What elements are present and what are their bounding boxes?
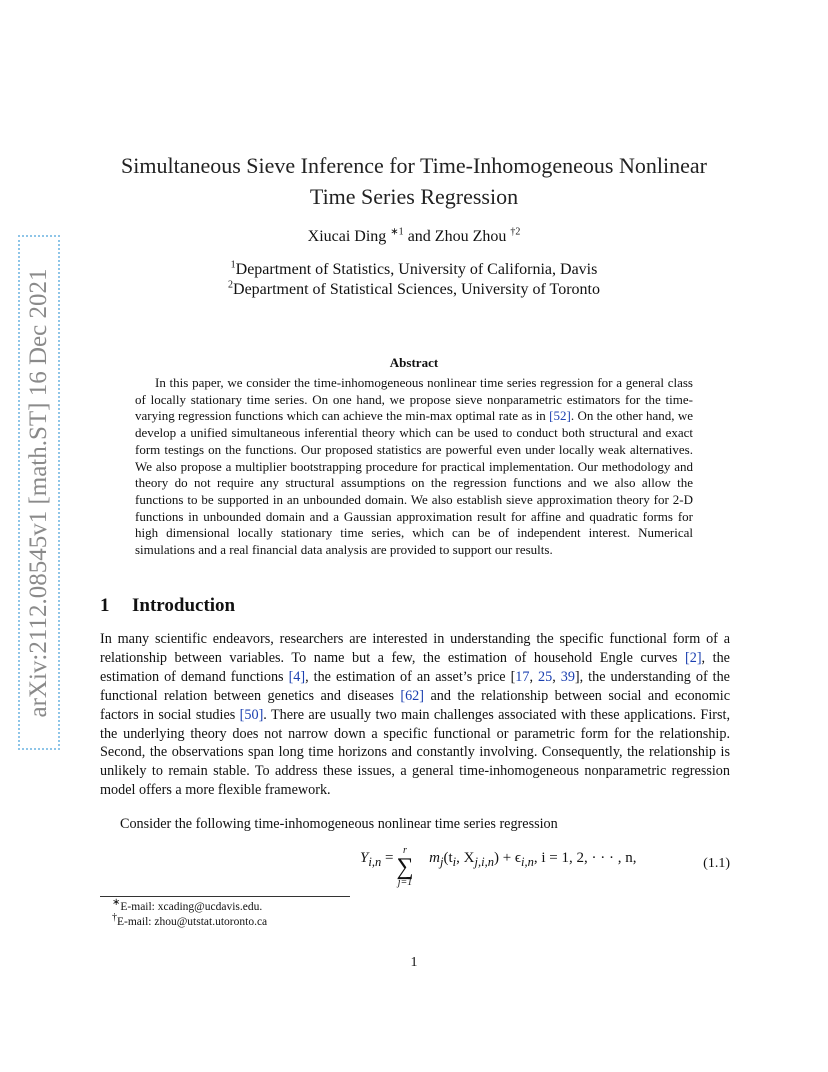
footnote-1-mark: ∗ — [112, 897, 121, 909]
summation-symbol — [390, 846, 420, 888]
eq-lhs: Y — [360, 850, 369, 866]
citation-link[interactable]: [50] — [239, 706, 264, 723]
intro-text-3: , the estimation of an asset’s price [ — [305, 668, 516, 685]
citation-link[interactable]: [52] — [549, 408, 571, 424]
sum-upper-limit: r — [403, 845, 407, 856]
abstract-text — [135, 375, 693, 559]
arxiv-stamp[interactable] — [18, 235, 60, 750]
footnote-divider — [100, 896, 350, 897]
eq-tail: , i = 1, 2, · · · , n, — [533, 850, 637, 866]
citation-link[interactable]: [62] — [400, 687, 424, 704]
footnote-1 — [112, 897, 263, 913]
citation-link[interactable]: [4] — [288, 668, 306, 685]
eq-term: m — [429, 850, 441, 866]
eq-equals: = — [381, 850, 398, 866]
arxiv-identifier[interactable]: arXiv:2112.08545v1 [math.ST] 16 Dec 2021 — [25, 268, 52, 717]
abstract-part-2: . On the other hand, we develop a unified simultaneous inferential theory which can be used to conduct both structural and exact form testings on the functions. Our proposed statistics are powerful even under locally weak alternatives. We also propose a multiplier bootstrapping procedure for practical implementation. Our methodology and theory do not require any structural assumptions on the regression functions and we also allow the functions to be supported in an unbounded domain. We also establish sieve approximation theory for 2-D functions in unbounded domain and a Gaussian approximation result for affine and quadratic forms for high dimensional locally stationary time series, which can be of independent interest. Numerical simulations and a real financial data analysis are provided to support our results. — [135, 408, 693, 558]
eq-args: (t — [443, 850, 453, 866]
author-conjunction: and — [407, 228, 431, 245]
intro-text-1: In many scientific endeavors, researchers are interested in understanding the specific functional form of a relationship between variables. To name but a few, the estimation of household Engle curves — [100, 631, 730, 666]
citation-link[interactable]: 25 — [538, 668, 553, 685]
citation-link[interactable]: 39 — [560, 668, 575, 685]
paper-title — [90, 150, 738, 212]
eq-lhs-sub: i,n — [368, 855, 382, 869]
abstract-part-1: In this paper, we consider the time-inhomogeneous nonlinear time series regression for a general class of locally stationary time series. On one hand, we propose sieve nonparametric estimators for the time-varying regression functions which can achieve the min-max optimal rate as in — [135, 375, 693, 424]
citation-separator: , — [552, 668, 561, 685]
author-line — [100, 228, 728, 246]
eq-args-mid: , X — [456, 850, 475, 866]
equation-1-1 — [100, 846, 730, 892]
section-heading — [100, 595, 235, 617]
intro-text-2: , the estimation of demand functions — [100, 649, 730, 685]
intro-text-6: . There are usually two main challenges associated with these applications. First, the underlying theory does not narrow down a specific functional or parametric form for the relationship. Second, the observations span long time horizons and constantly involving. Consequently, the relationship is unlikely to remain stable. To address these issues, a general time-inhomogeneous nonparametric regression model offers a more flexible framework. — [100, 706, 730, 799]
sum-lower-limit: j=1 — [397, 877, 413, 888]
eq-args-end: ) + ϵ — [493, 850, 521, 866]
section-title: Introduction — [132, 595, 236, 616]
section-number: 1 — [100, 595, 110, 616]
footnote-2-text: E-mail: zhou@utstat.utoronto.ca — [117, 916, 268, 928]
abstract-heading: Abstract — [389, 355, 439, 370]
page-number: 1 — [410, 955, 418, 970]
equation-number: (1.1) — [703, 856, 730, 871]
affiliation-1-text: Department of Statistics, University of California, Davis — [235, 261, 598, 278]
sum-sign: ∑ — [396, 854, 414, 880]
author-1-name: Xiucai Ding — [307, 228, 387, 245]
eq-eps-sub: i,n — [520, 855, 534, 869]
affiliation-2 — [100, 281, 728, 299]
intro-text-5: and the relationship between social and economic factors in social studies — [100, 687, 730, 723]
citation-link[interactable]: 17 — [515, 668, 530, 685]
footnote-2 — [112, 912, 268, 928]
author-2-name: Zhou Zhou — [434, 228, 507, 245]
affiliation-2-mark: 2 — [228, 279, 234, 291]
eq-term-sub: j — [440, 855, 444, 869]
intro-paragraph — [100, 630, 730, 800]
author-1-marks: ∗1 — [390, 226, 404, 238]
citation-link[interactable]: [2] — [685, 649, 702, 666]
eq-args-sub1: i — [452, 855, 457, 869]
footnote-1-text: E-mail: xcading@ucdavis.edu. — [120, 901, 263, 913]
affiliation-1-mark: 1 — [230, 259, 236, 271]
title-line-2: Time Series Regression — [309, 184, 519, 209]
citation-separator: , — [529, 668, 539, 685]
intro-text-4: ], the understanding of the functional relation between genetics and diseases — [100, 668, 730, 704]
affiliation-2-text: Department of Statistical Sciences, University of Toronto — [233, 281, 600, 298]
footnote-2-mark: † — [112, 912, 117, 924]
title-line-1: Simultaneous Sieve Inference for Time-Inhomogeneous Nonlinear — [121, 153, 707, 178]
eq-args-sub2: j,i,n — [474, 855, 494, 869]
author-2-marks: †2 — [510, 226, 521, 238]
consider-paragraph: Consider the following time-inhomogeneous nonlinear time series regression — [120, 816, 558, 832]
affiliation-1 — [100, 261, 728, 279]
